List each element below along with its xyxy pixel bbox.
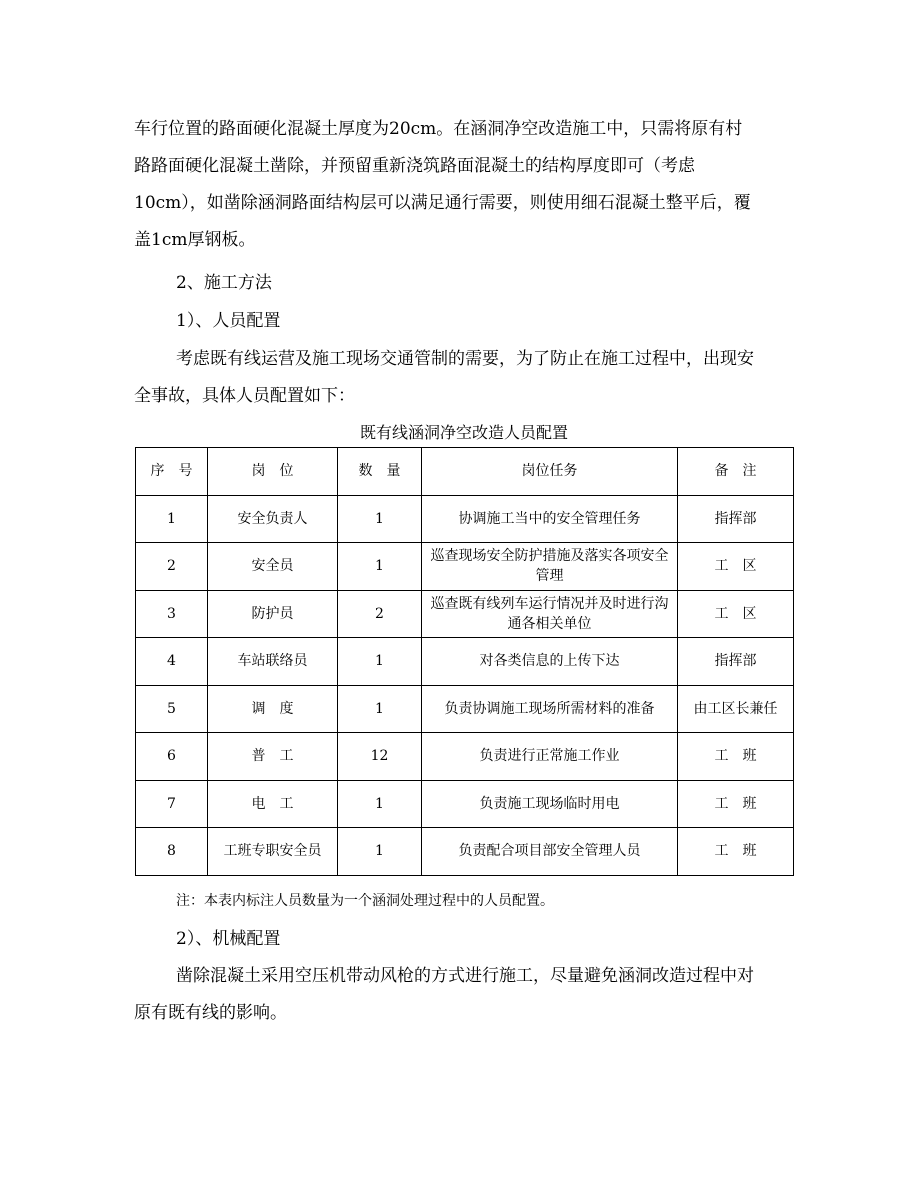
staff-intro-line-2: 全事故，具体人员配置如下：: [134, 386, 355, 406]
table-cell: 4: [136, 638, 208, 686]
table-cell: 由工区长兼任: [678, 685, 794, 733]
table-cell: 6: [136, 733, 208, 781]
staff-intro-paragraph: [134, 341, 794, 415]
intro-line-4: 盖1cm厚钢板。: [134, 230, 256, 250]
section-2-heading: 2、施工方法: [176, 273, 272, 293]
table-note: 注：本表内标注人员数量为一个涵洞处理过程中的人员配置。: [176, 893, 554, 909]
table-cell: 安全员: [208, 543, 338, 591]
table-cell: 对各类信息的上传下达: [422, 638, 678, 686]
table-cell: 5: [136, 685, 208, 733]
machine-paragraph: [134, 958, 794, 1032]
table-cell: 车站联络员: [208, 638, 338, 686]
table-row: [136, 590, 794, 638]
table-cell: 负责施工现场临时用电: [422, 780, 678, 828]
subsection-2-heading: 2）、机械配置: [176, 929, 281, 949]
header-cell: 数 量: [338, 448, 422, 496]
table-row: [136, 543, 794, 591]
table-cell: 1: [338, 638, 422, 686]
table-cell: 1: [338, 543, 422, 591]
staff-table: [135, 447, 794, 876]
header-cell: 备 注: [678, 448, 794, 496]
table-cell: 1: [136, 495, 208, 543]
table-cell: 工 班: [678, 828, 794, 876]
subsection-1-heading: 1）、人员配置: [176, 311, 281, 331]
table-cell: 2: [338, 590, 422, 638]
table-cell: 工班专职安全员: [208, 828, 338, 876]
table-cell: 工 班: [678, 780, 794, 828]
table-cell: 安全负责人: [208, 495, 338, 543]
table-row: [136, 733, 794, 781]
table-cell: 调 度: [208, 685, 338, 733]
table-cell: 2: [136, 543, 208, 591]
table-cell: 1: [338, 780, 422, 828]
machine-line-1: 凿除混凝土采用空压机带动风枪的方式进行施工，尽量避免涵洞改造过程中对: [176, 966, 754, 986]
table-cell: 1: [338, 828, 422, 876]
table-cell: 负责协调施工现场所需材料的准备: [422, 685, 678, 733]
table-cell: 协调施工当中的安全管理任务: [422, 495, 678, 543]
table-row: [136, 780, 794, 828]
table-cell: 工 班: [678, 733, 794, 781]
intro-line-3: 10cm），如凿除涵洞路面结构层可以满足通行需要，则使用细石混凝土整平后，覆: [134, 193, 751, 213]
table-title: 既有线涵洞净空改造人员配置: [359, 423, 568, 442]
header-cell: 序 号: [136, 448, 208, 496]
table-cell: 8: [136, 828, 208, 876]
table-cell: 指挥部: [678, 495, 794, 543]
table-cell: 巡查现场安全防护措施及落实各项安全管理: [422, 543, 678, 591]
machine-line-2: 原有既有线的影响。: [134, 1003, 287, 1023]
table-row: [136, 495, 794, 543]
staff-intro-line-1: 考虑既有线运营及施工现场交通管制的需要，为了防止在施工过程中，出现安: [176, 349, 754, 369]
table-cell: 1: [338, 685, 422, 733]
header-cell: 岗位任务: [422, 448, 678, 496]
intro-line-2: 路路面硬化混凝土凿除，并预留重新浇筑路面混凝土的结构厚度即可（考虑: [134, 156, 695, 176]
table-cell: 3: [136, 590, 208, 638]
table-cell: 负责进行正常施工作业: [422, 733, 678, 781]
table-cell: 电 工: [208, 780, 338, 828]
table-row: [136, 638, 794, 686]
table-row: [136, 685, 794, 733]
table-cell: 指挥部: [678, 638, 794, 686]
table-cell: 7: [136, 780, 208, 828]
table-header-row: [136, 448, 794, 496]
table-cell: 负责配合项目部安全管理人员: [422, 828, 678, 876]
header-cell: 岗 位: [208, 448, 338, 496]
intro-line-1: 车行位置的路面硬化混凝土厚度为20cm。在涵洞净空改造施工中，只需将原有村: [134, 119, 743, 139]
table-cell: 工 区: [678, 590, 794, 638]
table-cell: 1: [338, 495, 422, 543]
table-cell: 普 工: [208, 733, 338, 781]
table-cell: 防护员: [208, 590, 338, 638]
table-cell: 巡查既有线列车运行情况并及时进行沟通各相关单位: [422, 590, 678, 638]
intro-paragraph: [134, 111, 794, 259]
table-row: [136, 828, 794, 876]
table-cell: 12: [338, 733, 422, 781]
table-cell: 工 区: [678, 543, 794, 591]
